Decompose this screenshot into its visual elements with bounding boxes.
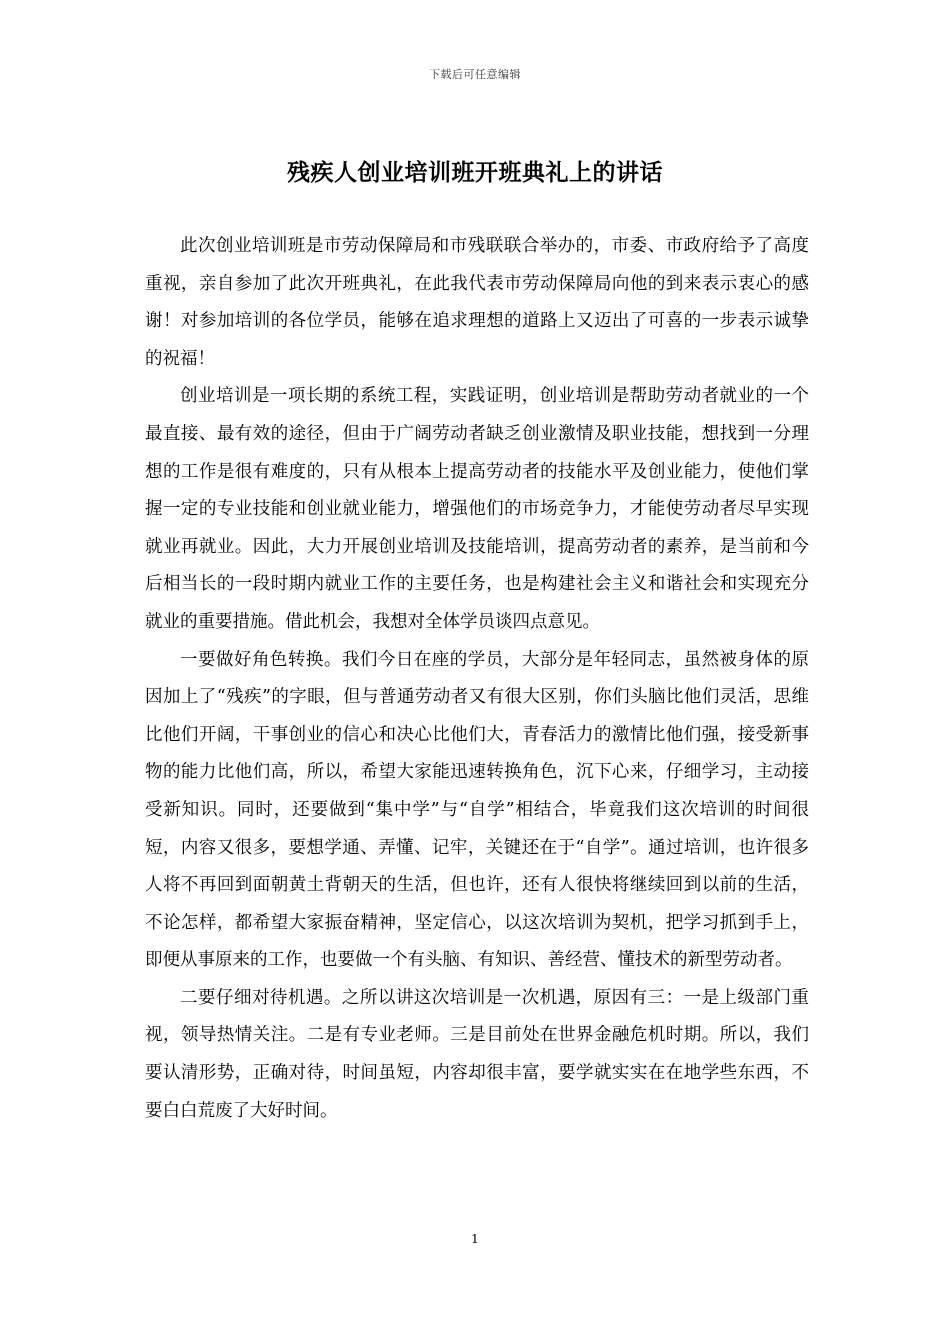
paragraph-intro: 此次创业培训班是市劳动保障局和市残联联合举办的，市委、市政府给予了高度重视，亲自参加了此次开班典礼，在此我代表市劳动保障局向他的到来表示衷心的感谢！对参加培训的各位学员，能够在追求理想的道路上又迈出了可喜的一步表示诚挚的祝福！ bbox=[145, 236, 809, 369]
header-note: 下载后可任意编辑 bbox=[429, 68, 521, 81]
document-title: 残疾人创业培训班开班典礼上的讲话 bbox=[287, 159, 663, 186]
paragraph-entrepreneurship-training: 创业培训是一项长期的系统工程，实践证明，创业培训是帮助劳动者就业的一个最直接、最有效的途径，但由于广阔劳动者缺乏创业激情及职业技能，想找到一分理想的工作是很有难度的，只有从根本上提高劳动者的技能水平及创业能力，使他们掌握一定的专业技能和创业就业能力，增强他们的市场竞争力，才能使劳动者尽早实现就业再就业。因此，大力开展创业培训及技能培训，提高劳动者的素养，是当前和今后相当长的一段时期内就业工作的主要任务，也是构建社会主义和谐社会和实现充分就业的重要措施。借此机会，我想对全体学员谈四点意见。 bbox=[145, 386, 809, 632]
document-body bbox=[145, 228, 809, 1130]
page-number: 1 bbox=[471, 1232, 479, 1246]
paragraph-point-one: 一要做好角色转换。我们今日在座的学员，大部分是年轻同志，虽然被身体的原因加上了“残疾”的字眼，但与普通劳动者又有很大区别，你们头脑比他们灵活，思维比他们开阔，干事创业的信心和决心比他们大，青春活力的激情比他们强，接受新事物的能力比他们高，所以，希望大家能迅速转换角色，沉下心来，仔细学习，主动接受新知识。同时，还要做到“集中学”与“自学”相结合，毕竟我们这次培训的时间很短，内容又很多，要想学通、弄懂、记牢，关键还在于“自学”。通过培训，也许很多人将不再回到面朝黄土背朝天的生活，但也许，还有人很快将继续回到以前的生活，不论怎样，都希望大家振奋精神，坚定信心，以这次培训为契机，把学习抓到手上，即便从事原来的工作，也要做一个有头脑、有知识、善经营、懂技术的新型劳动者。 bbox=[145, 649, 809, 971]
paragraph-point-two: 二要仔细对待机遇。之所以讲这次培训是一次机遇，原因有三：一是上级部门重视，领导热情关注。二是有专业老师。三是目前处在世界金融危机时期。所以，我们要认清形势，正确对待，时间虽短，内容却很丰富，要学就实实在在地学些东西，不要白白荒废了大好时间。 bbox=[145, 987, 809, 1121]
